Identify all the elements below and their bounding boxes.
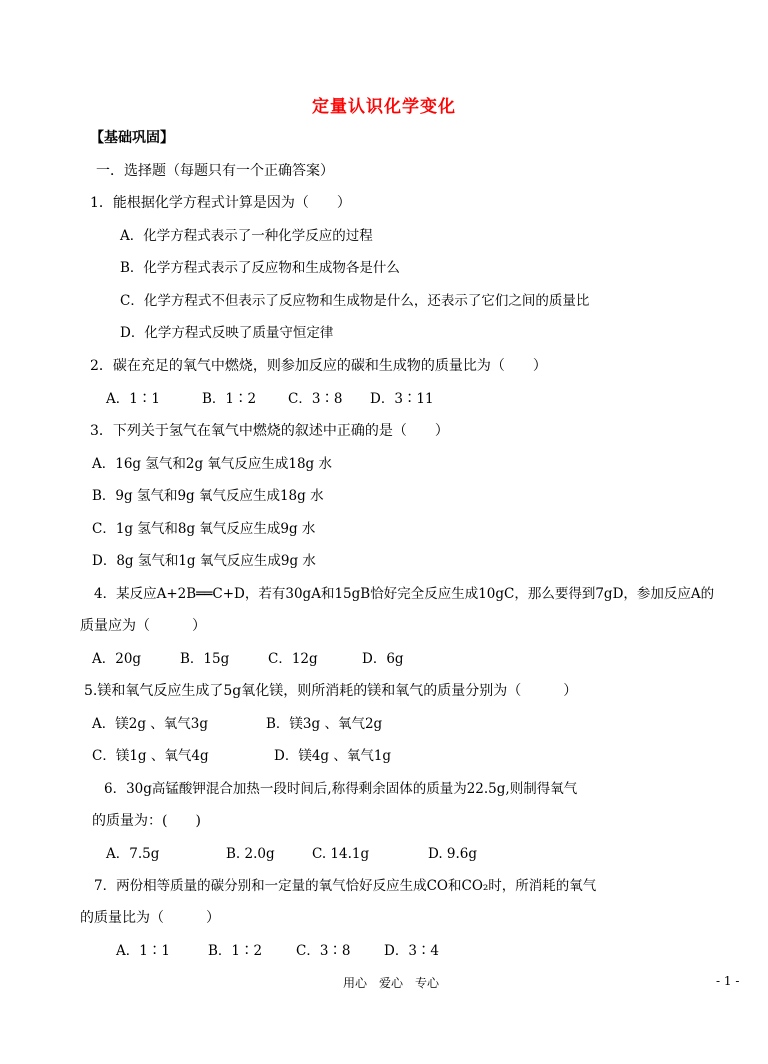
- question-6-option-d: D. 9.6g: [428, 846, 478, 862]
- question-7-option-b: B．1∶2: [208, 943, 263, 959]
- question-6-option-c: C. 14.1g: [312, 846, 370, 862]
- question-6-stem-line-1: 6．30g高锰酸钾混合加热一段时间后,称得剩余固体的质量为22.5g,则制得氧气: [104, 781, 578, 797]
- question-4-option-a: A．20g: [92, 651, 142, 667]
- question-1-option-b: B．化学方程式表示了反应物和生成物各是什么: [120, 260, 400, 276]
- page-number: - 1 -: [716, 974, 740, 988]
- footer-motto: 用心 爱心 专心: [343, 976, 440, 990]
- question-6-option-b: B. 2.0g: [226, 846, 275, 862]
- question-6-stem-line-2: 的质量为：( ): [92, 813, 201, 829]
- question-4-option-d: D．6g: [362, 651, 404, 667]
- part-heading: 一．选择题（每题只有一个正确答案）: [96, 163, 334, 179]
- question-1-option-a: A．化学方程式表示了一种化学反应的过程: [120, 228, 373, 244]
- question-5-option-c: C．镁1g 、氧气4g: [92, 748, 209, 764]
- question-1-stem: 1．能根据化学方程式计算是因为（ ）: [90, 195, 351, 211]
- question-3-option-c: C．1g 氢气和8g 氧气反应生成9g 水: [92, 521, 316, 537]
- section-heading: 【基础巩固】: [90, 130, 174, 146]
- question-4-stem-line-2: 质量应为（ ）: [80, 618, 206, 634]
- question-2-option-c: C．3∶8: [288, 391, 343, 407]
- question-1-option-d: D．化学方程式反映了质量守恒定律: [120, 325, 334, 341]
- question-2-stem: 2．碳在充足的氧气中燃烧，则参加反应的碳和生成物的质量比为（ ）: [90, 358, 547, 374]
- question-7-option-d: D．3∶4: [384, 943, 440, 959]
- question-1-option-c: C．化学方程式不但表示了反应物和生成物是什么，还表示了它们之间的质量比: [120, 293, 590, 309]
- question-2-option-d: D．3∶11: [370, 391, 434, 407]
- page-title: 定量认识化学变化: [312, 97, 456, 117]
- question-3-option-b: B．9g 氢气和9g 氧气反应生成18g 水: [92, 488, 324, 504]
- question-7-option-a: A．1∶1: [116, 943, 170, 959]
- question-3-option-d: D．8g 氢气和1g 氧气反应生成9g 水: [92, 553, 316, 569]
- question-4-stem-line-1: 4．某反应A+2B══C+D，若有30gA和15gB恰好完全反应生成10gC，那么要得到7gD，参加反应A的: [94, 586, 715, 602]
- question-6-option-a: A．7.5g: [106, 846, 160, 862]
- question-2-option-a: A．1∶1: [106, 391, 160, 407]
- question-7-stem-line-1: 7．两份相等质量的碳分别和一定量的氧气恰好反应生成CO和CO₂时，所消耗的氧气: [94, 878, 597, 894]
- question-5-stem: 5.镁和氧气反应生成了5g氧化镁，则所消耗的镁和氧气的质量分别为（ ）: [84, 683, 578, 699]
- question-5-option-d: D．镁4g 、氧气1g: [274, 748, 392, 764]
- question-7-option-c: C．3∶8: [296, 943, 351, 959]
- question-3-option-a: A．16g 氢气和2g 氧气反应生成18g 水: [92, 456, 332, 472]
- question-5-option-a: A．镁2g 、氧气3g: [92, 716, 209, 732]
- question-2-option-b: B．1∶2: [202, 391, 257, 407]
- question-7-stem-line-2: 的质量比为（ ）: [80, 910, 220, 926]
- question-4-option-c: C．12g: [268, 651, 318, 667]
- question-5-option-b: B．镁3g 、氧气2g: [266, 716, 383, 732]
- question-3-stem: 3．下列关于氢气在氧气中燃烧的叙述中正确的是（ ）: [90, 423, 449, 439]
- question-4-option-b: B．15g: [180, 651, 230, 667]
